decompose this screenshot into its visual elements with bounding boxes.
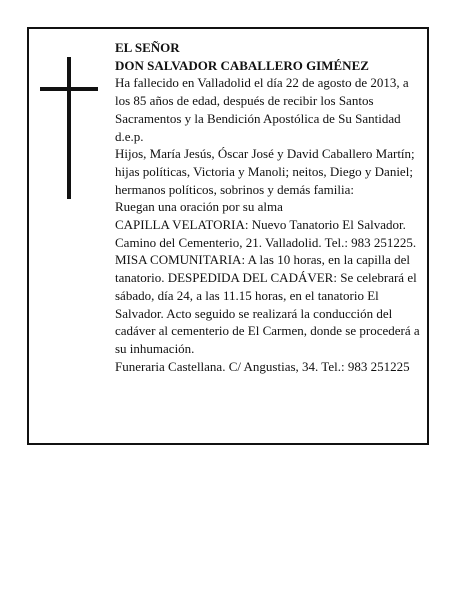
obituary-notice — [27, 27, 429, 445]
cross-icon — [40, 57, 98, 199]
mass-and-farewell — [115, 251, 421, 357]
cross-horizontal-bar — [40, 87, 98, 91]
title-line-2: DON SALVADOR CABALLERO GIMÉNEZ — [115, 57, 369, 73]
chapel-info: CAPILLA VELATORIA: Nuevo Tanatorio El Salvador. Camino del Cementerio, 21. Valladolid. Tel.: 983 251225. — [115, 217, 417, 250]
mass-info: MISA COMUNITARIA: A las 10 horas, en la capilla del tanatorio. — [115, 252, 411, 286]
rip-abbreviation: d.e.p. — [115, 128, 144, 144]
funeral-home-info: Funeraria Castellana. C/ Angustias, 34. Tel.: 983 251225 — [115, 358, 410, 374]
family-list: Hijos, María Jesús, Óscar José y David Caballero Martín; hijas políticas, Victoria y Manoli; neitos, Diego y Daniel; hermanos políticos, sobrinos y demás familia: — [115, 146, 415, 197]
title-line-1: EL SEÑOR — [115, 40, 180, 55]
cross-vertical-bar — [67, 57, 71, 199]
obituary-text — [115, 39, 421, 375]
prayer-request: Ruegan una oración por su alma — [115, 199, 283, 215]
death-announcement: Ha fallecido en Valladolid el día 22 de agosto de 2013, a los 85 años de edad, después de recibir los Santos Sacramentos y la Bendición Apostólica de Su Santidad — [115, 75, 409, 126]
farewell-info: DESPEDIDA DEL CADÁVER: Se celebrará el sábado, día 24, a las 11.15 horas, en el tanatorio El Salvador. Acto seguido se realizará la conducción del cadáver al cementerio de El Carmen, donde se procederá a su inhumación. — [115, 270, 420, 356]
